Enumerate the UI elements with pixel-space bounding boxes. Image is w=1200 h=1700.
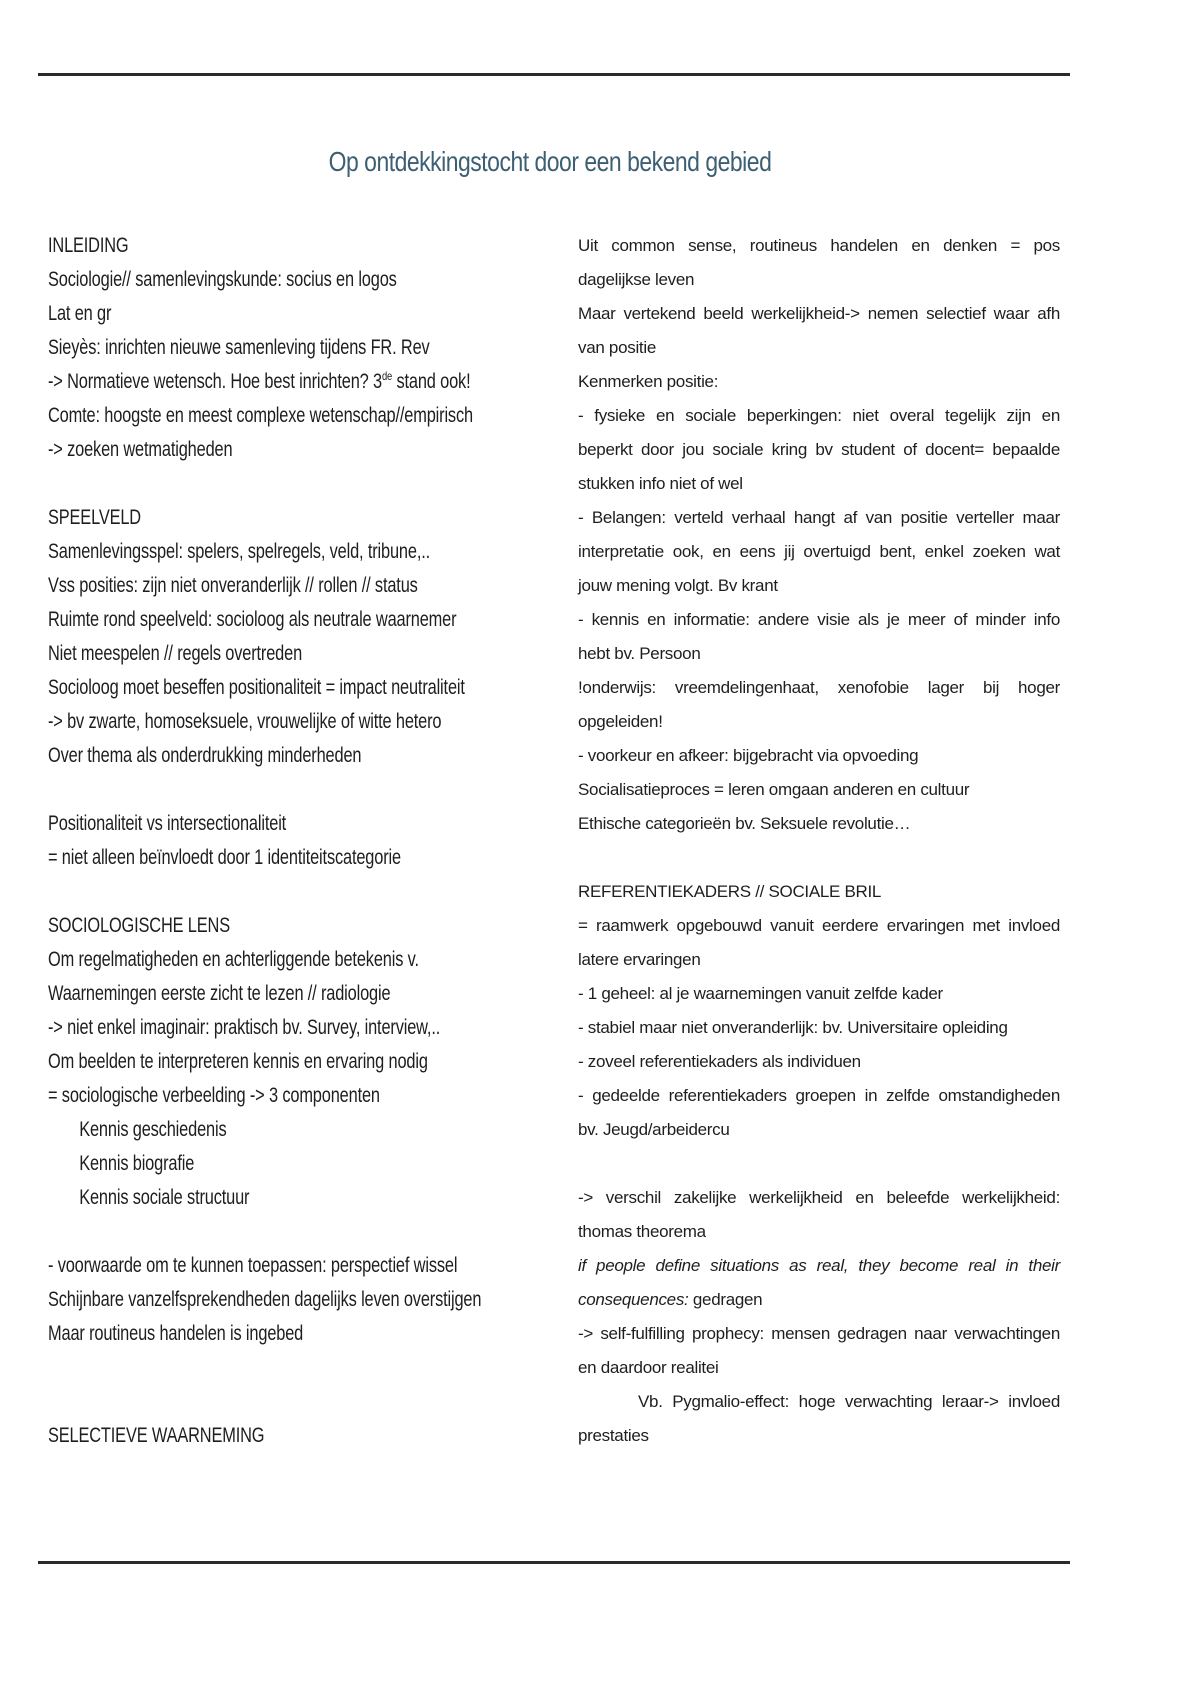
text-line: = sociologische verbeelding -> 3 componenten bbox=[48, 1084, 380, 1107]
text-line: - fysieke en sociale beperkingen: niet overal tegelijk zijn en bbox=[578, 406, 1060, 425]
text-line: hebt bv. Persoon bbox=[578, 644, 701, 663]
list-item: Kennis geschiedenis bbox=[79, 1118, 227, 1141]
text-line: -> zoeken wetmatigheden bbox=[48, 438, 233, 461]
text-line: Waarnemingen eerste zicht te lezen // radiologie bbox=[48, 982, 391, 1005]
list-item: Kennis biografie bbox=[79, 1152, 195, 1175]
text-line: - voorkeur en afkeer: bijgebracht via opvoeding bbox=[578, 746, 919, 765]
text-line: !onderwijs: vreemdelingenhaat, xenofobie lager bij hoger bbox=[578, 678, 1060, 697]
text-line: bv. Jeugd/arbeidercu bbox=[578, 1120, 730, 1139]
heading-sociologische-lens: SOCIOLOGISCHE LENS bbox=[48, 914, 230, 937]
text-line: Vss posities: zijn niet onveranderlijk // rollen // status bbox=[48, 574, 418, 597]
text-line: latere ervaringen bbox=[578, 950, 701, 969]
text-line: Niet meespelen // regels overtreden bbox=[48, 642, 303, 665]
heading-selectieve-waarneming: SELECTIEVE WAARNEMING bbox=[48, 1424, 265, 1447]
text-line: en daardoor realitei bbox=[578, 1358, 719, 1377]
text-line: Ethische categorieën bv. Seksuele revolutie… bbox=[578, 814, 911, 833]
text-line: Maar routineus handelen is ingebed bbox=[48, 1322, 304, 1345]
text-line: Om beelden te interpreteren kennis en ervaring nodig bbox=[48, 1050, 428, 1073]
list-item: Kennis sociale structuur bbox=[79, 1186, 250, 1209]
text-line: Over thema als onderdrukking minderheden bbox=[48, 744, 362, 767]
text-line: = raamwerk opgebouwd vanuit eerdere ervaringen met invloed bbox=[578, 916, 1060, 935]
text-line: prestaties bbox=[578, 1426, 649, 1445]
text-line: Ruimte rond speelveld: socioloog als neutrale waarnemer bbox=[48, 608, 457, 631]
text-line: interpretatie ook, en eens jij overtuigd bent, enkel zoeken wat bbox=[578, 542, 1060, 561]
heading-inleiding: INLEIDING bbox=[48, 234, 129, 257]
heading-referentiekaders: REFERENTIEKADERS // SOCIALE BRIL bbox=[578, 882, 882, 901]
text-line: Sociologie// samenlevingskunde: socius en logos bbox=[48, 268, 397, 291]
left-column bbox=[48, 229, 548, 1453]
text-line: Comte: hoogste en meest complexe wetenschap//empirisch bbox=[48, 404, 473, 427]
text-line: - 1 geheel: al je waarnemingen vanuit zelfde kader bbox=[578, 984, 943, 1003]
text-line: = niet alleen beïnvloedt door 1 identiteitscategorie bbox=[48, 846, 401, 869]
text-line: opgeleiden! bbox=[578, 712, 663, 731]
text-line: Lat en gr bbox=[48, 302, 112, 325]
text-line: Positionaliteit vs intersectionaliteit bbox=[48, 812, 287, 835]
right-column bbox=[578, 229, 1060, 1453]
text-line: stukken info niet of wel bbox=[578, 474, 743, 493]
text-line: -> Normatieve wetensch. Hoe best inrichten? 3de stand ook! bbox=[48, 369, 471, 393]
text-line: -> bv zwarte, homoseksuele, vrouwelijke of witte hetero bbox=[48, 710, 442, 733]
text-line: Schijnbare vanzelfsprekendheden dagelijks leven overstijgen bbox=[48, 1288, 482, 1311]
text-line: dagelijkse leven bbox=[578, 270, 695, 289]
text-line: van positie bbox=[578, 338, 656, 357]
text-line: Kenmerken positie: bbox=[578, 372, 719, 391]
text-line: Uit common sense, routineus handelen en denken = pos bbox=[578, 236, 1060, 255]
text-line: Vb. Pygmalio-effect: hoge verwachting leraar-> invloed bbox=[638, 1392, 1060, 1411]
text-line: beperkt door jou sociale kring bv student of docent= bepaalde bbox=[578, 440, 1060, 459]
text-line: Socialisatieproces = leren omgaan anderen en cultuur bbox=[578, 780, 970, 799]
text-line: - stabiel maar niet onveranderlijk: bv. Universitaire opleiding bbox=[578, 1018, 1008, 1037]
quote-line: consequences: gedragen bbox=[578, 1290, 763, 1309]
text-line: - gedeelde referentiekaders groepen in zelfde omstandigheden bbox=[578, 1086, 1060, 1105]
quote-line: if people define situations as real, they become real in their bbox=[578, 1256, 1060, 1275]
top-divider bbox=[38, 73, 1070, 76]
text-line: Samenlevingsspel: spelers, spelregels, veld, tribune,.. bbox=[48, 540, 431, 563]
text-line: - voorwaarde om te kunnen toepassen: perspectief wissel bbox=[48, 1254, 458, 1277]
heading-speelveld: SPEELVELD bbox=[48, 506, 141, 529]
text-line: -> self-fulfilling prophecy: mensen gedragen naar verwachtingen bbox=[578, 1324, 1060, 1343]
page-title: Op ontdekkingstocht door een bekend gebied bbox=[328, 146, 772, 177]
text-line: Socioloog moet beseffen positionaliteit = impact neutraliteit bbox=[48, 676, 465, 699]
text-line: - kennis en informatie: andere visie als je meer of minder info bbox=[578, 610, 1060, 629]
text-line: Sieyès: inrichten nieuwe samenleving tijdens FR. Rev bbox=[48, 336, 430, 359]
text-line: jouw mening volgt. Bv krant bbox=[578, 576, 778, 595]
text-line: - Belangen: verteld verhaal hangt af van positie verteller maar bbox=[578, 508, 1060, 527]
text-line: -> niet enkel imaginair: praktisch bv. Survey, interview,.. bbox=[48, 1016, 441, 1039]
text-line: Om regelmatigheden en achterliggende betekenis v. bbox=[48, 948, 419, 971]
text-line: - zoveel referentiekaders als individuen bbox=[578, 1052, 861, 1071]
text-line: thomas theorema bbox=[578, 1222, 706, 1241]
text-line: Maar vertekend beeld werkelijkheid-> nemen selectief waar afh bbox=[578, 304, 1060, 323]
text-line: -> verschil zakelijke werkelijkheid en beleefde werkelijkheid: bbox=[578, 1188, 1060, 1207]
bottom-divider bbox=[38, 1561, 1070, 1564]
